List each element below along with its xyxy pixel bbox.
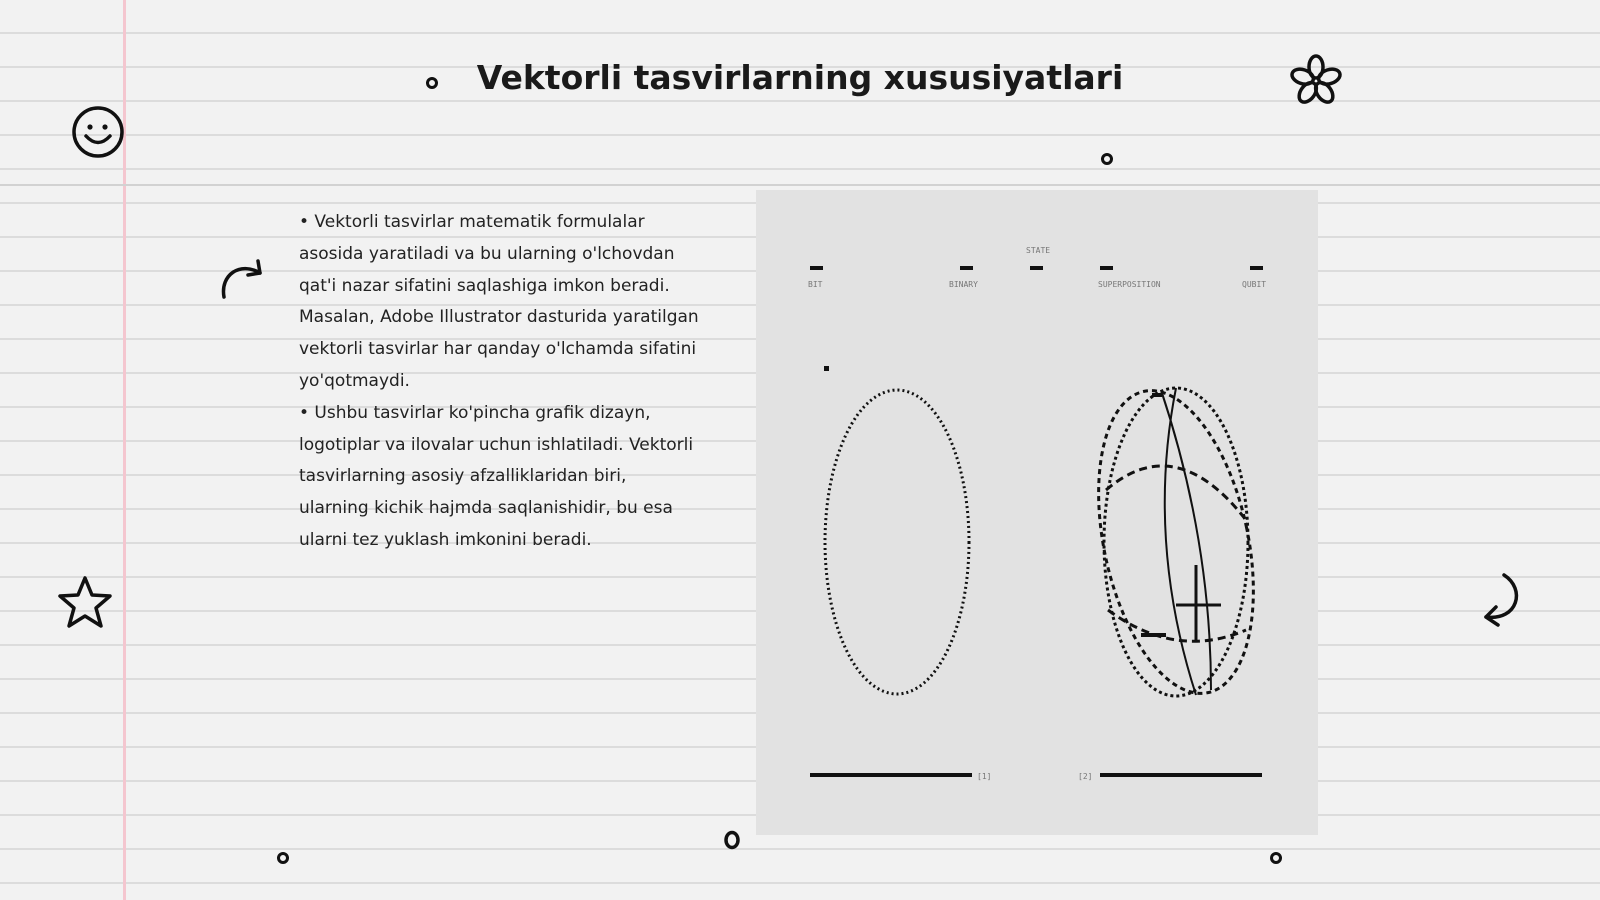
curved-arrow-left-icon (1478, 571, 1526, 629)
state-marker (1030, 266, 1043, 270)
label-bit: BIT (808, 280, 823, 289)
circle-dot-icon (276, 851, 290, 865)
bit-ellipse (825, 390, 969, 694)
caption-1: [1] (977, 772, 992, 781)
caption-2: [2] (1078, 772, 1093, 781)
circle-dot-icon (723, 829, 741, 851)
bit-marker (810, 266, 823, 270)
superposition-marker (1100, 266, 1113, 270)
curved-arrow-right-icon (218, 255, 268, 301)
circle-dot-icon (425, 76, 439, 90)
qubit-sphere (1074, 376, 1279, 707)
paragraph-2: • Ushbu tasvirlar ko'pincha grafik dizayn, logotiplar va ilovalar uchun ishlatiladi. Vektorli tasvirlarning asosiy afzalliklaridan biri, ularning kichik hajmda saqlanishidir, bu esa ularni tez yuklash imkonini beradi. (299, 402, 694, 550)
qubit-marker (1250, 266, 1263, 270)
smiley-icon (71, 105, 126, 160)
slide-title: Vektorli tasvirlarning xususiyatlari (476, 58, 1124, 97)
star-icon (55, 574, 115, 632)
body-text (299, 207, 699, 557)
circle-dot-icon (1269, 851, 1283, 865)
paragraph-1: • Vektorli tasvirlar matematik formulalar asosida yaratiladi va bu ularning o'lchovdan qat'i nazar sifatini saqlashiga imkon beradi. Masalan, Adobe Illustrator dasturida yaratilgan vektorli tasvirlar har qanday o'lchamda sifatini yo'qotmaydi. (299, 212, 699, 391)
bit-qubit-illustration (756, 190, 1318, 835)
notebook-header-line (0, 184, 1600, 186)
flower-icon (1288, 53, 1344, 109)
small-marker (824, 366, 829, 371)
label-state: STATE (1026, 246, 1051, 255)
binary-marker (960, 266, 973, 270)
label-binary: BINARY (949, 280, 978, 289)
circle-dot-icon (1100, 152, 1114, 166)
label-superposition: SUPERPOSITION (1098, 280, 1161, 289)
label-qubit: QUBIT (1242, 280, 1267, 289)
